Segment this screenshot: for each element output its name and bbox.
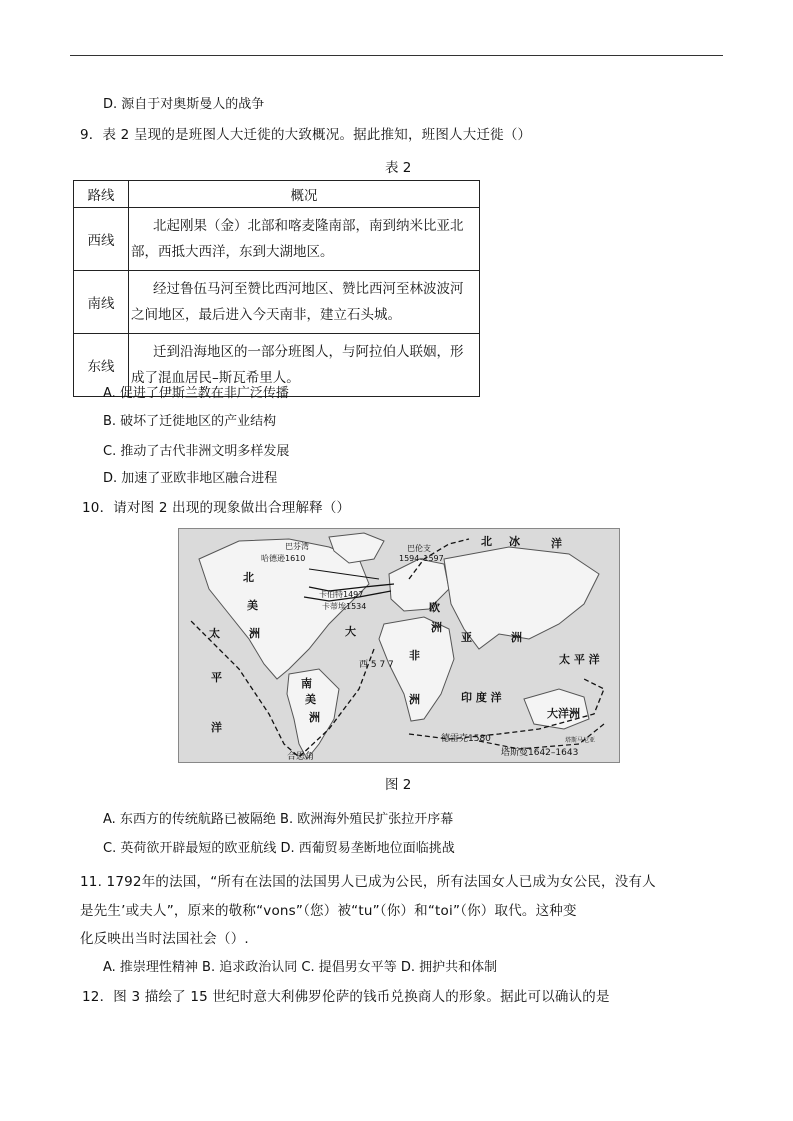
map-label-tasman: 塔斯曼1642–1643 [501,748,579,758]
table-row-west [74,208,480,271]
q9-stem: 9．表 2 呈现的是班图人大迁徙的大致概况。据此推知，班图人大迁徙（） [80,127,532,143]
q8-option-d: D. 源自于对奥斯曼人的战争 [103,97,265,112]
map-label-bei: 北 [481,535,492,548]
q10-options-row2: C. 英荷欲开辟最短的欧亚航线 D. 西葡贸易垄断地位面临挑战 [103,841,455,856]
map-label-cartier: 卡蒂埃1534 [322,602,367,611]
q9-option-c: C. 推动了古代非洲文明多样发展 [103,444,290,459]
q11-options: A. 推崇理性精神 B. 追求政治认同 C. 提倡男女平等 D. 拥护共和体制 [103,960,498,975]
map-label-drake: 德雷克1580 [441,734,491,744]
map-label-na-zhou: 洲 [249,627,260,640]
map-label-ping-west: 平 [211,671,222,684]
map-label-oceania: 大洋洲 [547,707,580,720]
table-desc-west [129,208,480,271]
table-desc-west-line2: 部，西抵大西洋，东到大湖地区。 [131,244,334,260]
q10-options-row1: A. 东西方的传统航路已被隔绝 B. 欧洲海外殖民扩张拉开序幕 [103,812,454,827]
europe-shape [389,559,449,611]
table-header-row [74,181,480,208]
figure-caption: 图 2 [385,777,412,793]
table-route-west: 西线 [74,208,129,271]
header-rule [70,55,723,56]
map-label-barents-years: 1594–1597 [399,554,444,563]
table-route-east: 东线 [74,334,129,397]
map-label-da-west: 大 [345,625,356,638]
map-label-sa-zhou: 洲 [309,711,320,724]
map-label-na-bei: 北 [243,571,254,584]
q9-option-d: D. 加速了亚欧非地区融合进程 [103,471,278,486]
table-row-south [74,271,480,334]
map-label-yang-west: 洋 [211,721,222,734]
table-desc-south-line2: 之间地区，最后进入今天南非，建立石头城。 [131,307,401,323]
table-header-overview: 概况 [129,181,480,208]
table-route-south: 南线 [74,271,129,334]
map-label-af-fei: 非 [409,649,420,662]
table-desc-west-line1: 北起刚果（金）北部和喀麦隆南部，南到纳米比亚北 [153,218,464,234]
map-label-indian-ocean: 印 度 洋 [461,691,502,704]
table-desc-south [129,271,480,334]
table-desc-east-line1: 迁到沿海地区的一部分班图人，与阿拉伯人联姻，形 [153,344,464,360]
q10-stem: 10．请对图 2 出现的现象做出合理解释（） [82,500,351,516]
world-map-graphic [179,529,619,762]
q11-stem-line2: 是先生’或夫人”，原来的敬称“vons”（您）被“tu”（你）和“toi”（你）取代。这种变 [80,903,577,919]
q9-option-b: B. 破坏了迁徙地区的产业结构 [103,414,277,429]
map-label-pacific-east: 太 平 洋 [559,653,600,666]
map-label-sa-nan: 南 [301,677,312,690]
table-header-route: 路线 [74,181,129,208]
map-label-cabot: 卡伯特1497 [319,590,364,599]
map-label-barents: 巴伦支 [407,544,431,553]
q12-stem: 12．图 3 描绘了 15 世纪时意大利佛罗伦萨的钱币兑换商人的形象。据此可以确认的是 [82,989,610,1005]
map-label-bing: 冰 [509,535,520,548]
map-label-tiny: 塔斯马尼亚 [565,737,596,744]
map-label-hudson: 哈德逊1610 [261,554,306,563]
map-label-baffin-bay: 巴芬湾 [285,542,309,551]
map-label-as-ya: 亚 [461,631,472,644]
map-label-yang-north: 洋 [551,537,562,550]
q11-stem-line1: 11. 1792年的法国，“所有在法国的法国男人已成为公民，所有法国女人已成为女公民，没有人 [80,874,656,890]
map-label-cape-horn: 合恩角 [287,752,315,762]
map-label-route-number: 西 5 7 7 [359,660,394,670]
bantu-migration-table [73,180,480,397]
map-label-eu-zhou: 洲 [431,621,442,634]
map-label-sa-mei: 美 [305,693,316,706]
map-label-tai-west: 太 [209,627,220,640]
table-caption: 表 2 [385,160,412,176]
q11-stem-line3: 化反映出当时法国社会（）. [80,931,249,947]
map-label-as-zhou: 洲 [511,631,522,644]
table-desc-east-line2: 成了混血居民–斯瓦希里人。 [131,370,300,386]
q9-option-a: A. 促进了伊斯兰教在非广泛传播 [103,386,289,401]
map-label-eu-ou: 欧 [429,601,440,614]
map-label-af-zhou: 洲 [409,693,420,706]
world-map-figure [178,528,620,763]
table-desc-south-line1: 经过鲁伍马河至赞比西河地区、赞比西河至林波波河 [153,281,464,297]
map-label-na-mei: 美 [247,599,258,612]
